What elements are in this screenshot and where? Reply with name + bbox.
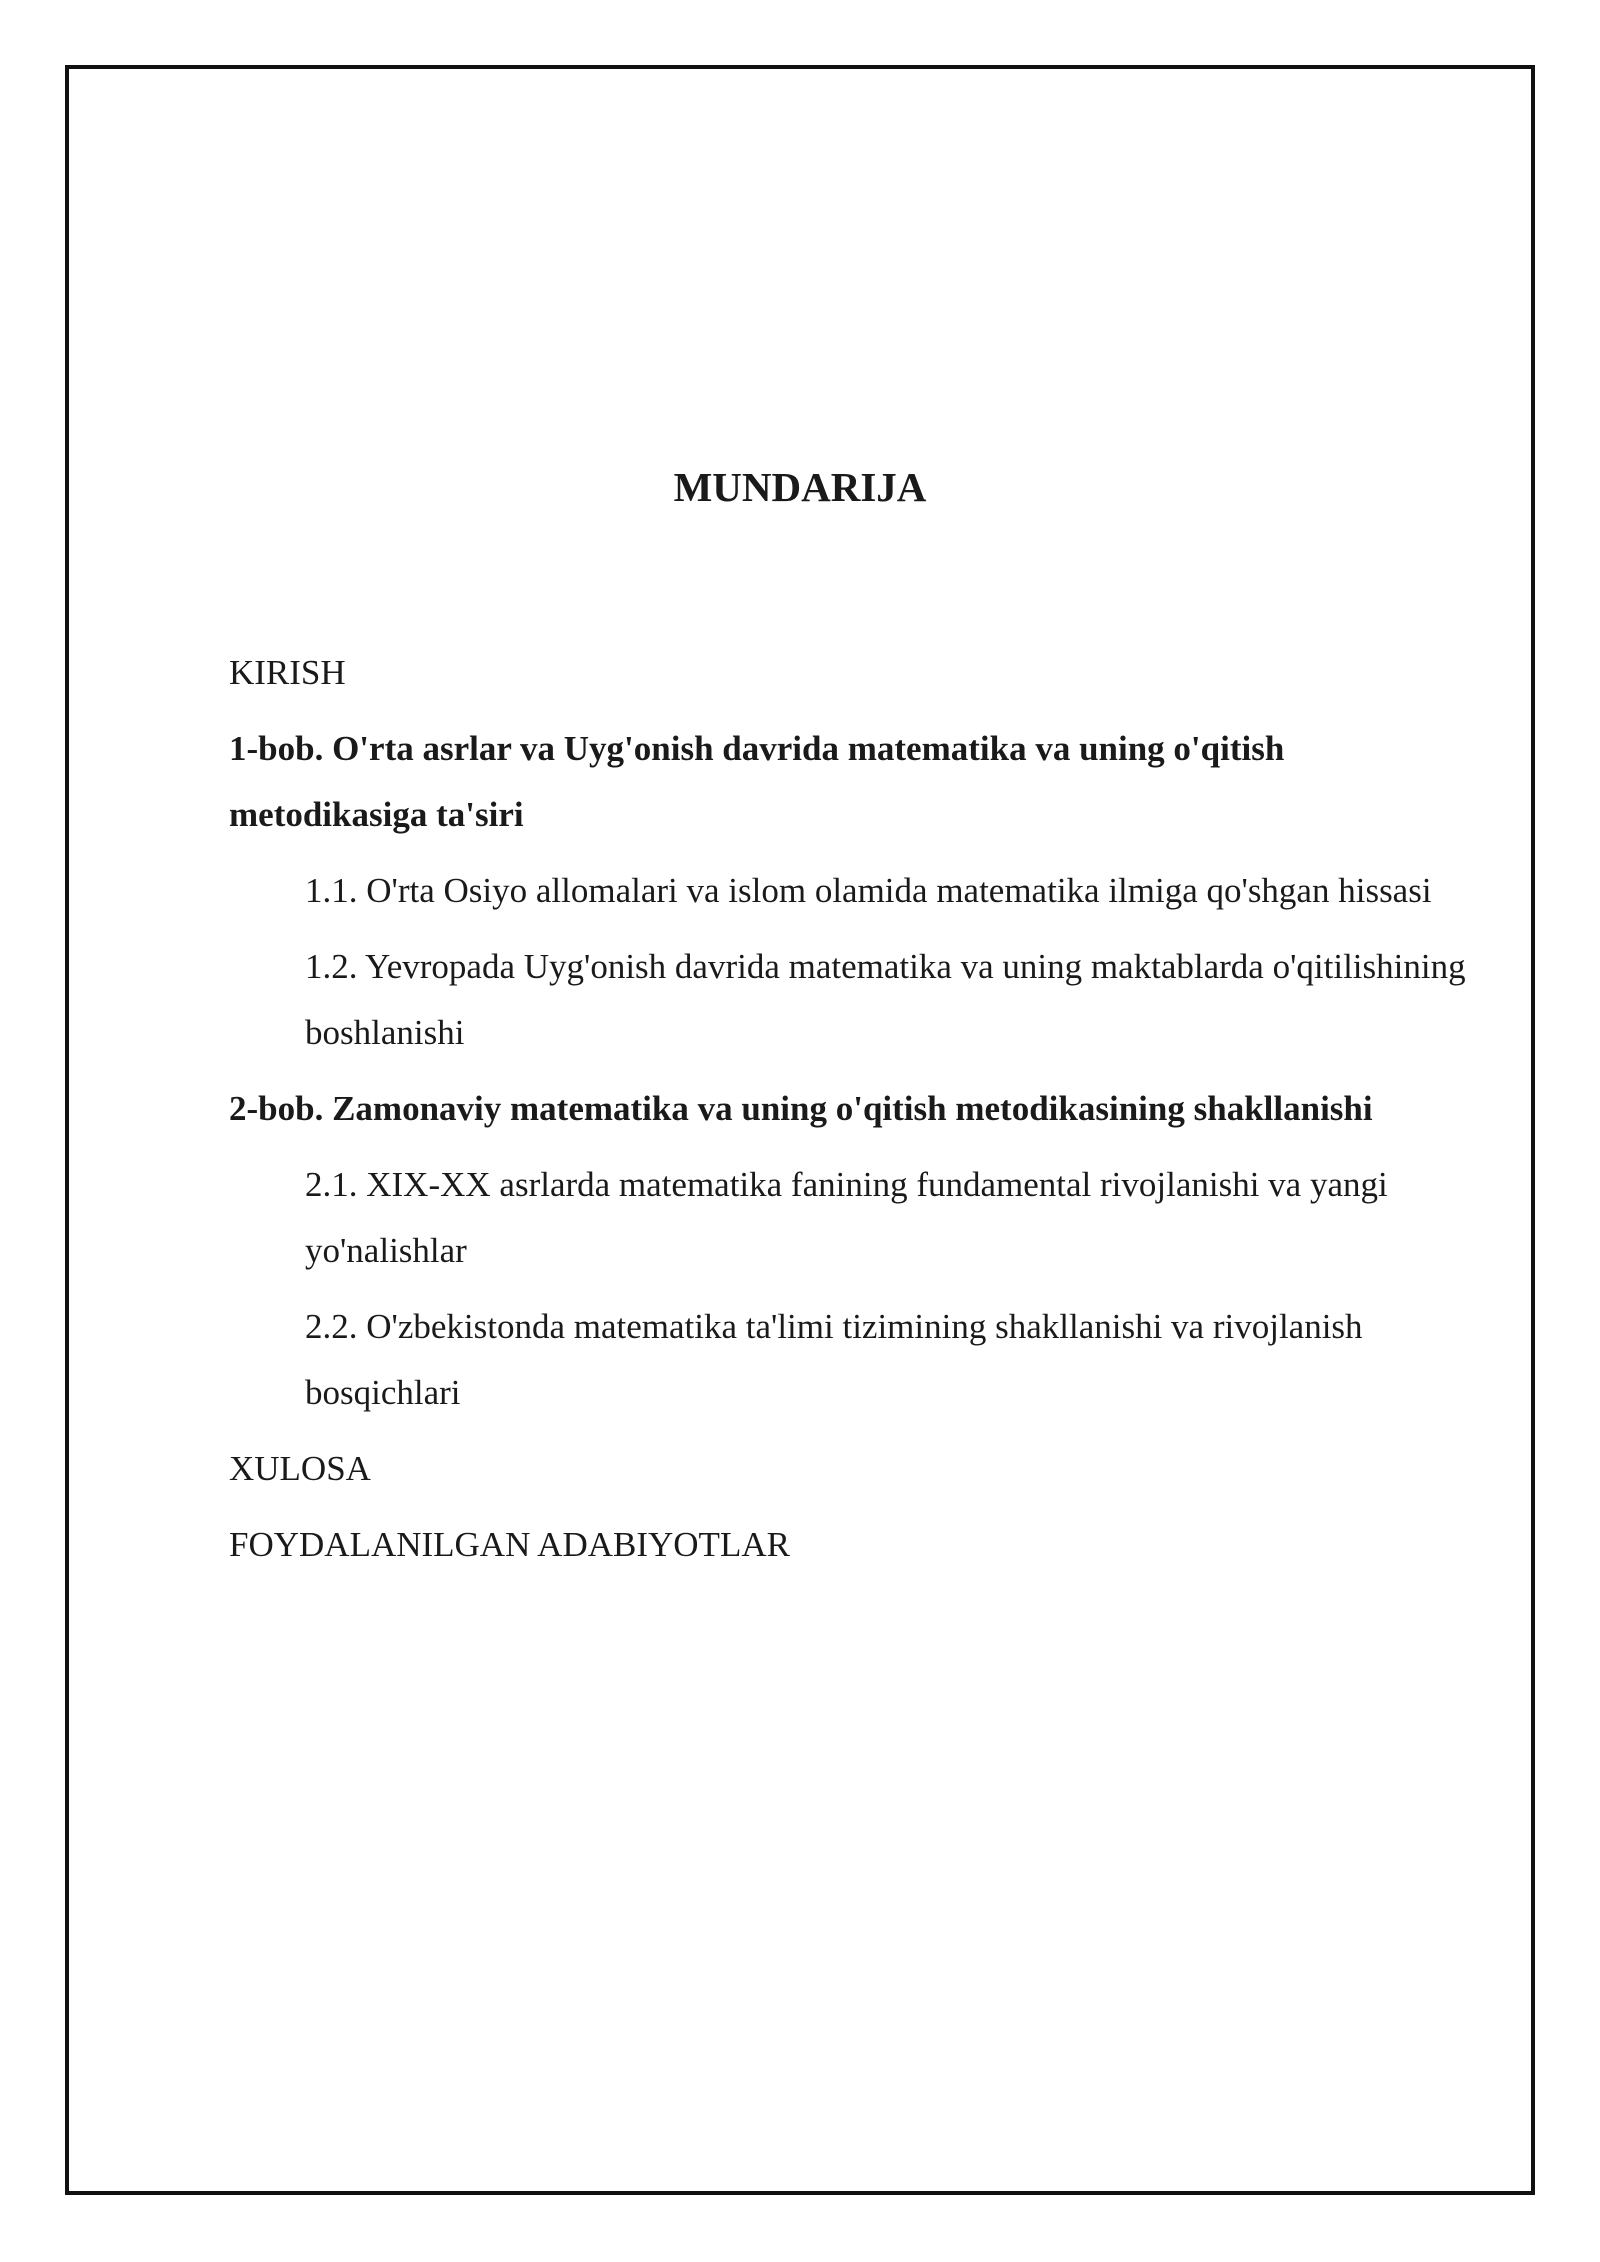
toc-item-chapter-2: 2-bob. Zamonaviy matematika va uning o'qitish metodikasining shakllanishi	[229, 1089, 1373, 1128]
toc-item-section-1-1: 1.1. O'rta Osiyo allomalari va islom olamida matematika ilmiga qo'shgan hissasi	[305, 871, 1432, 910]
toc-item-conclusion: XULOSA	[229, 1449, 371, 1488]
toc-item-section-2-1: 2.1. XIX-XX asrlarda matematika fanining fundamental rivojlanishi va yangi yo'nalishlar	[305, 1165, 1388, 1270]
toc-item-section-1-2: 1.2. Yevropada Uyg'onish davrida matematika va uning maktablarda o'qitilishining boshlanishi	[305, 947, 1466, 1052]
table-of-contents	[229, 640, 1479, 1588]
toc-item-introduction: KIRISH	[229, 653, 346, 692]
toc-item-section-2-2: 2.2. O'zbekistonda matematika ta'limi tizimining shakllanishi va rivojlanish bosqichlari	[305, 1307, 1363, 1412]
page-title: MUNDARIJA	[673, 464, 927, 510]
toc-item-chapter-1: 1-bob. O'rta asrlar va Uyg'onish davrida matematika va uning o'qitish metodikasiga ta'siri	[229, 729, 1285, 834]
toc-item-references: FOYDALANILGAN ADABIYOTLAR	[229, 1525, 790, 1564]
